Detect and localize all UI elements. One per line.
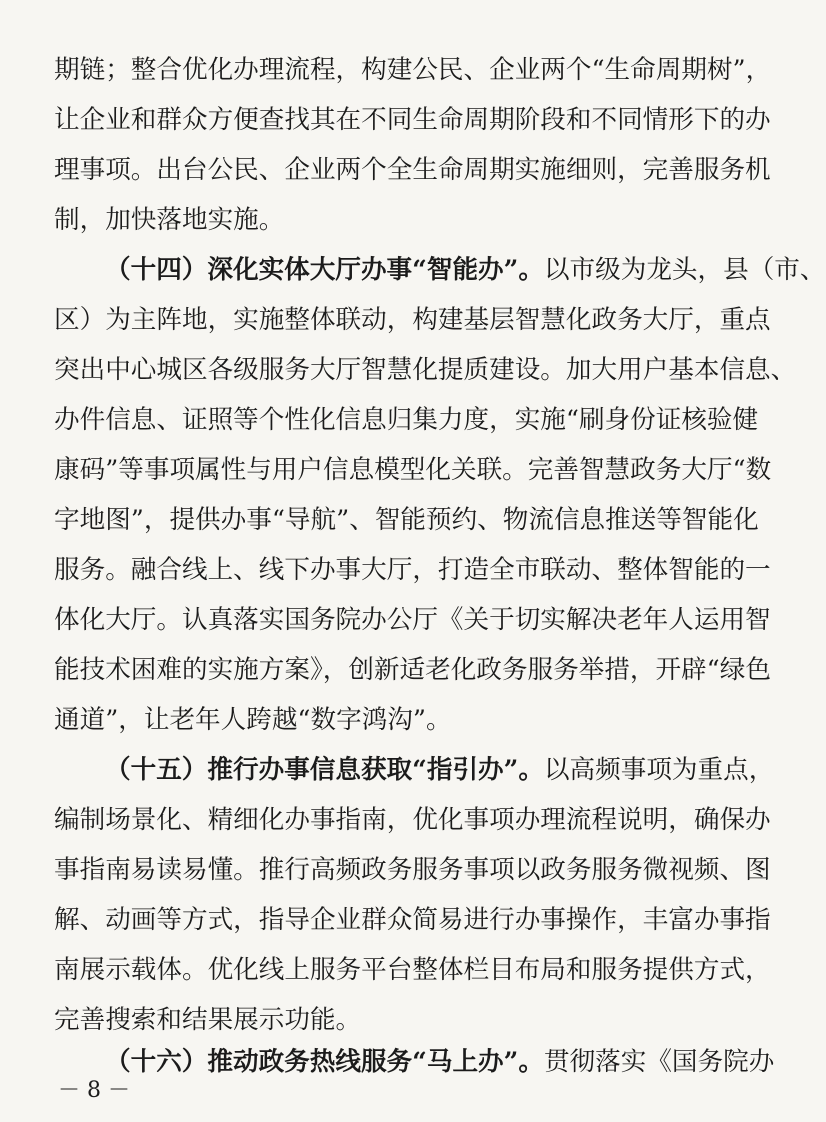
text-span: 以高频事项为重点， (543, 755, 775, 785)
text-line: 体化大厅。认真落实国务院办公厅《关于切实解决老年人运用智 (54, 605, 771, 635)
paragraph-15-first-line (105, 755, 775, 785)
text-line: 南展示载体。优化线上服务平台整体栏目布局和服务提供方式， (54, 955, 771, 985)
text-line: 解、动画等方式，指导企业群众简易进行办事操作，丰富办事指 (54, 905, 771, 935)
paragraph-14-first-line (105, 255, 826, 285)
text-span: 以市级为龙头，县（市、 (543, 255, 826, 285)
section-heading-16: （十六）推动政务热线服务“马上办”。 (105, 1047, 544, 1077)
text-line: 期链；整合优化办理流程，构建公民、企业两个“生命周期树”， (54, 55, 772, 85)
text-line: 让企业和群众方便查找其在不同生命周期阶段和不同情形下的办 (54, 105, 771, 135)
paragraph-16-first-line (105, 1047, 775, 1077)
text-line: 理事项。出台公民、企业两个全生命周期实施细则，完善服务机 (54, 155, 771, 185)
section-heading-14: （十四）深化实体大厅办事“智能办”。 (105, 255, 544, 285)
text-line: 能技术困难的实施方案》，创新适老化政务服务举措，开辟“绿色 (54, 655, 771, 685)
text-line: 办件信息、证照等个性化信息归集力度，实施“刷身份证核验健 (54, 405, 759, 435)
text-line: 服务。融合线上、线下办事大厅，打造全市联动、整体智能的一 (54, 555, 771, 585)
page-number: － 8 － (58, 1078, 130, 1103)
text-line: 字地图”，提供办事“导航”、智能预约、物流信息推送等智能化 (54, 505, 759, 535)
text-line: 区）为主阵地，实施整体联动，构建基层智慧化政务大厅，重点 (54, 305, 771, 335)
text-line: 突出中心城区各级服务大厅智慧化提质建设。加大用户基本信息、 (54, 355, 797, 385)
text-line: 事指南易读易懂。推行高频政务服务事项以政务服务微视频、图 (54, 855, 771, 885)
text-line: 制，加快落地实施。 (54, 205, 285, 235)
text-line: 康码”等事项属性与用户信息模型化关联。完善智慧政务大厅“数 (54, 455, 772, 485)
text-line: 通道”，让老年人跨越“数字鸿沟”。 (54, 705, 452, 735)
text-line: 完善搜索和结果展示功能。 (54, 1005, 362, 1035)
text-span: 贯彻落实《国务院办 (543, 1047, 775, 1077)
text-line: 编制场景化、精细化办事指南，优化事项办理流程说明，确保办 (54, 805, 771, 835)
section-heading-15: （十五）推行办事信息获取“指引办”。 (105, 755, 544, 785)
